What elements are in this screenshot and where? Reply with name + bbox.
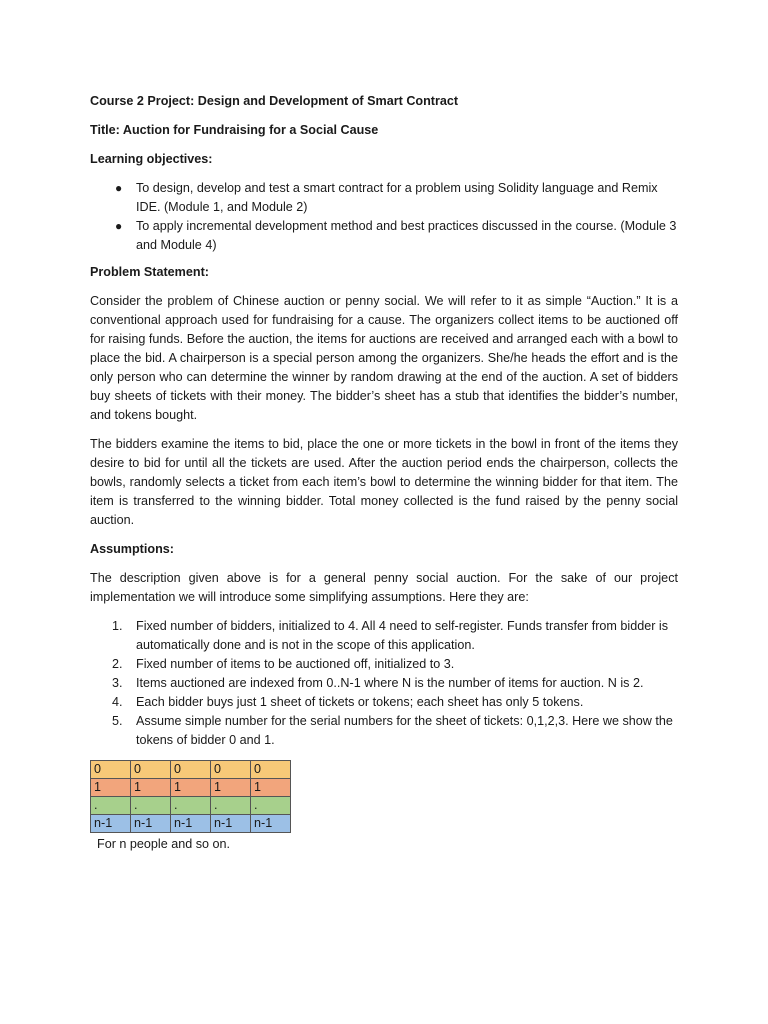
token-cell: 0 xyxy=(91,761,131,779)
list-number: 3. xyxy=(112,676,123,690)
assumptions-intro: The description given above is for a general penny social auction. For the sake of our project implementation we will introduce some simplifying assumptions. Here they are: xyxy=(90,571,678,604)
token-cell: 1 xyxy=(91,779,131,797)
problem-paragraph: The bidders examine the items to bid, place the one or more tickets in the bowl in front of the items they desire to bid for until all the tickets are used. After the auction period ends the chairperson, collects the bowls, randomly selects a ticket from each item’s bowl to determine the winning bidder for that item. The item is transferred to the winning bidder. Total money collected is the fund raised by the penny social auction. xyxy=(90,437,678,527)
token-cell: 0 xyxy=(211,761,251,779)
token-cell: 1 xyxy=(251,779,291,797)
token-table xyxy=(90,760,291,833)
learning-objectives-list xyxy=(90,179,678,255)
learning-objectives-heading: Learning objectives: xyxy=(90,152,213,166)
bullet-icon: ● xyxy=(115,219,123,233)
token-row xyxy=(91,797,291,815)
token-cell: n-1 xyxy=(131,815,171,833)
token-cell: n-1 xyxy=(211,815,251,833)
list-item-text: To design, develop and test a smart contract for a problem using Solidity language and Remix IDE. (Module 1, and Module 2) xyxy=(136,181,658,214)
list-item xyxy=(90,617,678,655)
list-item xyxy=(90,693,678,712)
token-cell: 1 xyxy=(171,779,211,797)
token-cell: n-1 xyxy=(91,815,131,833)
token-row xyxy=(91,815,291,833)
problem-statement-heading: Problem Statement: xyxy=(90,265,209,279)
list-item-text: Fixed number of items to be auctioned off, initialized to 3. xyxy=(136,657,455,671)
token-cell: . xyxy=(171,797,211,815)
token-cell: . xyxy=(91,797,131,815)
token-cell: n-1 xyxy=(251,815,291,833)
token-cell: 0 xyxy=(251,761,291,779)
list-item xyxy=(90,712,678,750)
bullet-icon: ● xyxy=(115,181,123,195)
token-cell: . xyxy=(211,797,251,815)
token-cell: 0 xyxy=(131,761,171,779)
list-item xyxy=(90,179,678,217)
list-number: 5. xyxy=(112,714,123,728)
list-item xyxy=(90,217,678,255)
token-cell: . xyxy=(251,797,291,815)
token-row xyxy=(91,779,291,797)
assumptions-heading: Assumptions: xyxy=(90,542,174,556)
problem-paragraph: Consider the problem of Chinese auction or penny social. We will refer to it as simple “Auction.” It is a conventional approach used for fundraising for a cause. The organizers collect items to be auctioned off for raising funds. Before the auction, the items for auctions are received and arranged each with a bowl to place the bid. A chairperson is a special person among the organizers. She/he heads the effort and is the only person who can determine the winner by random drawing at the end of the auction. A set of bidders buy sheets of tickets with their money. The bidder’s sheet has a stub that identifies the bidder’s number, and tokens bought. xyxy=(90,294,678,422)
list-item-text: Items auctioned are indexed from 0..N-1 where N is the number of items for auction. N is 2. xyxy=(136,676,644,690)
token-cell: 0 xyxy=(171,761,211,779)
course-title: Course 2 Project: Design and Development of Smart Contract xyxy=(90,94,459,108)
token-cell: 1 xyxy=(211,779,251,797)
document-title: Title: Auction for Fundraising for a Social Cause xyxy=(90,123,379,137)
list-item-text: Assume simple number for the serial numbers for the sheet of tickets: 0,1,2,3. Here we show the tokens of bidder 0 and 1. xyxy=(136,714,673,747)
token-table-caption: For n people and so on. xyxy=(97,837,231,851)
list-number: 1. xyxy=(112,619,123,633)
list-number: 4. xyxy=(112,695,123,709)
token-cell: 1 xyxy=(131,779,171,797)
token-cell: . xyxy=(131,797,171,815)
list-item xyxy=(90,655,678,674)
list-item xyxy=(90,674,678,693)
list-item-text: To apply incremental development method and best practices discussed in the course. (Module 3 and Module 4) xyxy=(136,219,677,252)
list-item-text: Fixed number of bidders, initialized to 4. All 4 need to self-register. Funds transfer from bidder is automatically done and is not in the scope of this application. xyxy=(136,619,668,652)
token-row xyxy=(91,761,291,779)
list-number: 2. xyxy=(112,657,123,671)
list-item-text: Each bidder buys just 1 sheet of tickets or tokens; each sheet has only 5 tokens. xyxy=(136,695,584,709)
document-page xyxy=(90,92,678,854)
token-cell: n-1 xyxy=(171,815,211,833)
assumptions-list xyxy=(90,617,678,750)
